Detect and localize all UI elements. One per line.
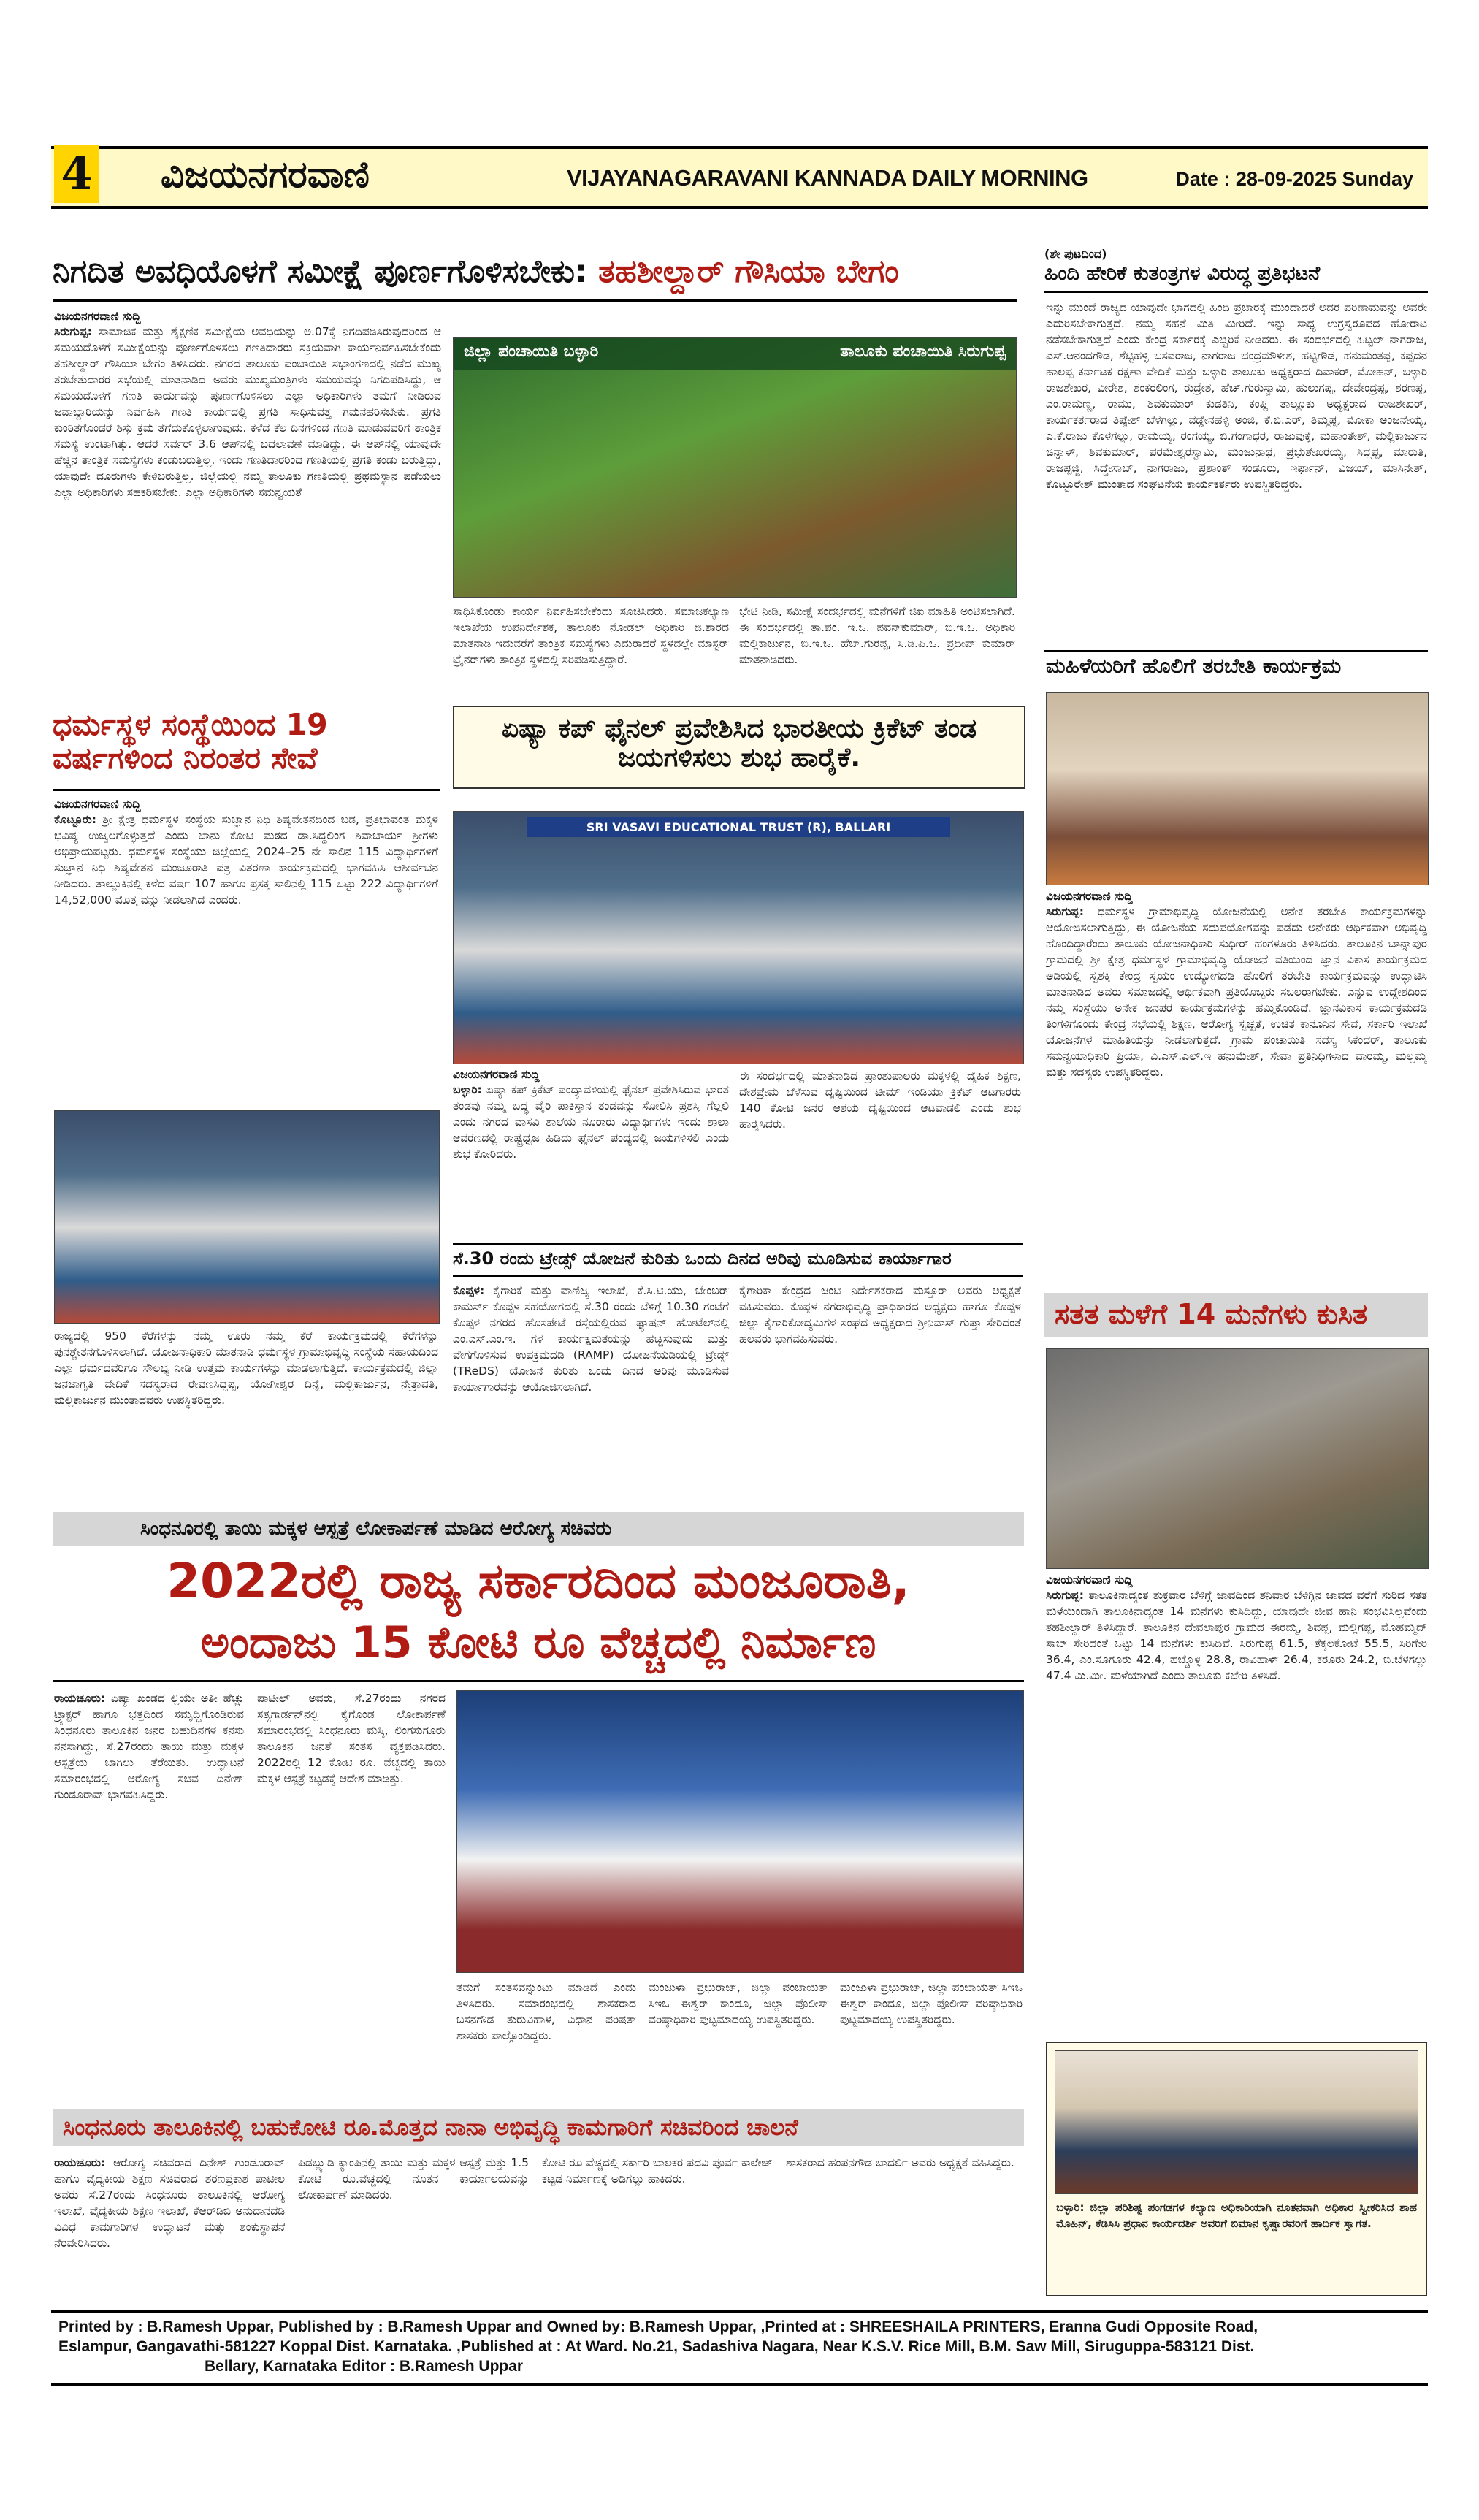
story4-headline: ಸತತ ಮಳೆಗೆ 14 ಮನೆಗಳು ಕುಸಿತ bbox=[1055, 1298, 1368, 1330]
story5-headline: ಧರ್ಮಸ್ಥಳ ಸಂಸ್ಥೆಯಿಂದ 19 ವರ್ಷಗಳಿಂದ ನಿರಂತರ ಸೇವೆ bbox=[53, 707, 328, 776]
story1-col2: ಸಾಧಿಸಿಕೊಂಡು ಕಾರ್ಯ ನಿರ್ವಹಿಸಬೇಕೆಂದು ಸೂಚಿಸಿದರು. ಸಮಾಜಕಲ್ಯಾಣ ಇಲಾಖೆಯ ಉಪನಿರ್ದೇಶಕ, ತಾಲೂಕು ನೋಡಲ್ ಅಧಿಕಾರಿ ಜಿ.ಶಾರದ ಮಾತನಾಡಿ ಇದುವರೆಗೆ ತಾಂತ್ರಿಕ ಸಮಸ್ಯೆಗಳು ಎದುರಾದರೆ ಸ್ಥಳದಲ್ಲೇ ಮಾಸ್ಟರ್ ಟ್ರೈನರ್‌ಗಳು ತಾಂತ್ರಿಕ ಸ್ಥಳದಲ್ಲಿ ಸರಿಪಡಿಸುತ್ತಿದ್ದಾರೆ. bbox=[453, 605, 729, 666]
story5-byline: ವಿಜಯನಗರವಾಣಿ ಸುದ್ದಿ bbox=[54, 798, 141, 811]
story5-photo bbox=[54, 1110, 440, 1324]
story5-rule bbox=[53, 789, 440, 791]
story4-box-caption: ಬಳ್ಳಾರಿ: ಜಿಲ್ಲಾ ಪರಿಶಿಷ್ಟ ಪಂಗಡಗಳ ಕಲ್ಯಾಣ ಅಧಿಕಾರಿಯಾಗಿ ನೂತನವಾಗಿ ಅಧಿಕಾರ ಸ್ವೀಕರಿಸಿದ ಶಾಹ ಮೊಹಿನ್, ಕೆಡಿಸಿಸಿ ಪ್ರಧಾನ ಕಾರ್ಯದರ್ಶಿ ಅವರಿಗೆ ಬಿಮಾನ ಕೃಷ್ಣಾರವರಿಗೆ ಹಾರ್ದಿಕ ಸ್ವಾಗತ. bbox=[1056, 2201, 1417, 2230]
footer-rule-bottom bbox=[51, 2383, 1428, 2386]
story6-photo-sign: SRI VASAVI EDUCATIONAL TRUST (R), BALLARI bbox=[527, 817, 950, 837]
story6-text: ಏಷ್ಯಾ ಕಪ್ ಕ್ರಿಕೆಟ್ ಪಂದ್ಯಾವಳಿಯಲ್ಲಿ ಫೈನಲ್ ಪ್ರವೇಶಿಸಿರುವ ಭಾರತ ತಂಡವು ನಮ್ಮ ಬದ್ಧ ವೈರಿ ಪಾಕಿಸ್ತಾನ ತಂಡವನ್ನು ಸೋಲಿಸಿ ಪ್ರಶಸ್ತಿ ಗೆಲ್ಲಲಿ ಎಂದು ನಗರದ ವಾಸವಿ ಶಾಲೆಯ ನೂರಾರು ವಿದ್ಯಾರ್ಥಿಗಳು ಇಂದು ಶಾಲಾ ಆವರಣದಲ್ಲಿ ರಾಷ್ಟ್ರಧ್ವಜ ಹಿಡಿದು ಫೈನಲ್ ಪಂದ್ಯದಲ್ಲಿ ಜಯಗಳಿಸಲಿ ಎಂದು ಶುಭ ಕೋರಿದರು. bbox=[453, 1083, 729, 1161]
story9-headline: ಸಿಂಧನೂರು ತಾಲೂಕಿನಲ್ಲಿ ಬಹುಕೋಟಿ ರೂ.ಮೊತ್ತದ ನಾನಾ ಅಭಿವೃದ್ಧಿ ಕಾಮಗಾರಿಗೆ ಸಚಿವರಿಂದ ಚಾಲನೆ bbox=[63, 2115, 798, 2141]
story8-text: ಏಷ್ಯಾ ಖಂಡದ ಲ್ಲಿಯೇ ಅತೀ ಹೆಚ್ಚು ಟ್ರ್ಯಾಕ್ಟರ್ ಹಾಗೂ ಭತ್ತದಿಂದ ಸಮೃದ್ಧಿಗೊಂಡಿರುವ ಸಿಂಧನೂರು ತಾಲೂಕಿನ ಜನರ ಬಹುದಿನಗಳ ಕನಸು ನನಸಾಗಿದ್ದು, ಸೆ.27ರಂದು ತಾಯಿ ಮತ್ತು ಮಕ್ಕಳ ಆಸ್ಪತ್ರೆಯ ಬಾಗಿಲು ತೆರೆಯಿತು. ಉದ್ಘಾಟನೆ ಸಮಾರಂಭದಲ್ಲಿ ಆರೋಗ್ಯ ಸಚಿವ ದಿನೇಶ್ ಗುಂಡೂರಾವ್ ಭಾಗವಹಿಸಿದ್ದರು. bbox=[54, 1692, 244, 1801]
story8-kicker: ಸಿಂಧನೂರಲ್ಲಿ ತಾಯಿ ಮಕ್ಕಳ ಆಸ್ಪತ್ರೆ ಲೋಕಾರ್ಪಣೆ ಮಾಡಿದ ಆರೋಗ್ಯ ಸಚಿವರು bbox=[140, 1518, 612, 1540]
story6-headline-box bbox=[453, 706, 1025, 789]
story3-col bbox=[1046, 890, 1427, 1283]
story8-headline2: ಅಂದಾಜು 15 ಕೋಟಿ ರೂ ವೆಚ್ಚದಲ್ಲಿ ನಿರ್ಮಾಣ bbox=[200, 1617, 876, 1668]
story6-byline: ವಿಜಯನಗರವಾಣಿ ಸುದ್ದಿ bbox=[453, 1068, 540, 1081]
story8-col4: ಮಂಜುಳಾ ಪ್ರಭುರಾಜ್, ಜಿಲ್ಲಾ ಪಂಚಾಯತ್ ಸಿಇಒ ಈಶ್ವರ್ ಕಾಂದೂ, ಜಿಲ್ಲಾ ಪೊಲೀಸ್ ವರಿಷ್ಠಾಧಿಕಾರಿ ಪುಟ್ಟಮಾದಯ್ಯ ಉಪಸ್ಥಿತರಿದ್ದರು. bbox=[649, 1981, 828, 2026]
paper-name-english: VIJAYANAGARAVANI KANNADA DAILY MORNING bbox=[567, 165, 1088, 191]
story3-place: ಸಿರುಗುಪ್ಪ: bbox=[1046, 905, 1085, 918]
story8-col5: ಮಂಜುಳಾ ಪ್ರಭುರಾಜ್, ಜಿಲ್ಲಾ ಪಂಚಾಯತ್ ಸಿಇಒ ಈಶ್ವರ್ ಕಾಂದೂ, ಜಿಲ್ಲಾ ಪೊಲೀಸ್ ವರಿಷ್ಠಾಧಿಕಾರಿ ಪುಟ್ಟಮಾದಯ್ಯ ಉಪಸ್ಥಿತರಿದ್ದರು. bbox=[840, 1981, 1023, 2026]
story6-photo bbox=[453, 811, 1024, 1064]
story8-kicker-bar bbox=[53, 1512, 1024, 1546]
story4-box-photo bbox=[1055, 2050, 1418, 2194]
story4-text: ತಾಲೂಕಿನಾದ್ಯಂತ ಶುಕ್ರವಾರ ಬೆಳಿಗ್ಗೆ ಜಾವದಿಂದ ಶನಿವಾರ ಬೆಳಿಗ್ಗಿನ ಜಾವದ ವರೆಗೆ ಸುರಿದ ಸತತ ಮಳೆಯಿಂದಾಗಿ ತಾಲೂಕಿನಾದ್ಯಂತ 14 ಮನೆಗಳು ಕುಸಿದಿದ್ದು, ಯಾವುದೇ ಜೀವ ಹಾನಿ ಸಂಭವಿಸಿಲ್ಲವೆಂದು ತಹಶೀಲ್ದಾರ್ ತಿಳಿಸಿದ್ದಾರೆ. ತಾಲೂಕಿನ ದೇವಲಾಪುರ ಗ್ರಾಮದ ಈರಮ್ಮ, ಶಿವಪ್ಪ, ಮಲ್ಲಿಗಪ್ಪ, ಮೊಹಮ್ಮದ್ ಸಾಬ್ ಸೇರಿದಂತೆ ಒಟ್ಟು 14 ಮನೆಗಳು ಕುಸಿದಿವೆ. ಸಿರುಗುಪ್ಪ 61.5, ತೆಕ್ಕಲಕೋಟೆ 55.5, ಸಿರಿಗೇರಿ 36.4, ಎಂ.ಸೂಗೂರು 42.4, ಹಚ್ಚೊಳ್ಳಿ 28.8, ರಾವಿಹಾಳ್ 26.4, ಕರೂರು 24.2, ಬಿ.ಬೆಳಗಲ್ಲು 47.4 ಮಿ.ಮೀ. ಮಳೆಯಾಗಿದೆ ಎಂದು ತಾಲೂಕು ಕಚೇರಿ ತಿಳಿಸಿದೆ. bbox=[1046, 1589, 1427, 1682]
story5-place: ಕೊಟ್ಟೂರು: bbox=[54, 813, 96, 826]
story8-place: ರಾಯಚೂರು: bbox=[54, 1692, 106, 1705]
story4-headline-bar bbox=[1044, 1293, 1428, 1337]
page-number: 4 bbox=[54, 145, 99, 203]
story1-rule bbox=[53, 299, 1017, 302]
story6-col2: ಈ ಸಂದರ್ಭದಲ್ಲಿ ಮಾತನಾಡಿದ ಪ್ರಾಂಶುಪಾಲರು ಮಕ್ಕಳಲ್ಲಿ ದೈಹಿಕ ಶಿಕ್ಷಣ, ದೇಶಪ್ರೇಮ ಬೆಳೆಸುವ ದೃಷ್ಟಿಯಿಂದ ಟೀಮ್ ಇಂಡಿಯಾ ಕ್ರಿಕೆಟ್ ಆಟಗಾರರು 140 ಕೋಟಿ ಜನರ ಆಶಯ ದೃಷ್ಟಿಯಿಂದ ಆಟವಾಡಲಿ ಎಂದು ಶುಭ ಹಾರೈಸಿದರು. bbox=[739, 1069, 1021, 1131]
story8-col3: ತಮಗೆ ಸಂತಸವನ್ನುಂಟು ಮಾಡಿದೆ ಎಂದು ತಿಳಿಸಿದರು. ಸಮಾರಂಭದಲ್ಲಿ ಶಾಸಕರಾದ ಬಸನಗೌಡ ತುರುವಿಹಾಳ, ವಿಧಾನ ಪರಿಷತ್ ಶಾಸಕರು ಪಾಲ್ಗೊಂಡಿದ್ದರು. bbox=[456, 1981, 636, 2042]
story1-col3: ಭೇಟಿ ನೀಡಿ, ಸಮೀಕ್ಷೆ ಸಂದರ್ಭದಲ್ಲಿ ಮನೆಗಳಿಗೆ ಜಿಐ ಮಾಹಿತಿ ಅಂಟಿಸಲಾಗಿದೆ. ಈ ಸಂದರ್ಭದಲ್ಲಿ ತಾ.ಪಂ. ಇ.ಒ. ಪವನ್‌ಕುಮಾರ್, ಬಿ.ಇ.ಒ. ಅಧಿಕಾರಿ ಮಲ್ಲಿಕಾರ್ಜುನ, ಬಿ.ಇ.ಒ. ಹೆಚ್.ಗುರಪ್ಪ, ಸಿ.ಡಿ.ಪಿ.ಒ. ಪ್ರದೀಪ್ ಕುಮಾರ್ ಮಾತನಾಡಿದರು. bbox=[739, 605, 1015, 666]
story4-place: ಸಿರುಗುಪ್ಪ: bbox=[1046, 1589, 1085, 1602]
story8-rule bbox=[53, 1680, 1024, 1682]
story7-text: ಕೈಗಾರಿಕೆ ಮತ್ತು ವಾಣಿಜ್ಯ ಇಲಾಖೆ, ಕೆ.ಸಿ.ಟಿ.ಯು, ಚೇಂಬರ್ ಕಾಮರ್ಸ್ ಕೊಪ್ಪಳ ಸಹಯೋಗದಲ್ಲಿ ಸೆ.30 ರಂದು ಬೆಳಿಗ್ಗೆ 10.30 ಗಂಟೆಗೆ ಕೊಪ್ಪಳ ನಗರದ ಹೊಸಪೇಟೆ ರಸ್ತೆಯಲ್ಲಿರುವ ಫ್ಯಾಷನ್ ಹೋಟೆಲ್‌ನಲ್ಲಿ ಎಂ.ಎಸ್.ಎಂ.ಇ. ಗಳ ಕಾರ್ಯಕ್ಷಮತೆಯನ್ನು ಹೆಚ್ಚಿಸುವುದು ಮತ್ತು ವೇಗಗೊಳಿಸುವ ಉಪಕ್ರಮದಡಿ (RAMP) ಯೋಜನೆಯಡಿಯಲ್ಲಿ ಟ್ರೇಡ್ಸ್ (TReDS) ಯೋಜನೆ ಕುರಿತು ಒಂದು ದಿನದ ಅರಿವು ಮೂಡಿಸುವ ಕಾರ್ಯಾಗಾರವನ್ನು ಆಯೋಜಿಸಲಾಗಿದೆ. bbox=[453, 1284, 729, 1394]
story3-byline: ವಿಜಯನಗರವಾಣಿ ಸುದ್ದಿ bbox=[1046, 890, 1133, 903]
story7-rule-top bbox=[453, 1243, 1023, 1245]
story1-headline: ನಿಗದಿತ ಅವಧಿಯೊಳಗೆ ಸಮೀಕ್ಷೆ ಪೂರ್ಣಗೊಳಿಸಬೇಕು: ತಹಶೀಲ್ದಾರ್ ಗೌಸಿಯಾ ಬೇಗಂ bbox=[53, 253, 899, 290]
story6-place: ಬಳ್ಳಾರಿ: bbox=[453, 1083, 482, 1096]
story8-headline1: 2022ರಲ್ಲಿ ರಾಜ್ಯ ಸರ್ಕಾರದಿಂದ ಮಂಜೂರಾತಿ, bbox=[167, 1553, 910, 1609]
story2-rule bbox=[1044, 291, 1428, 293]
story1-col1 bbox=[54, 310, 441, 500]
story7-rule bbox=[453, 1275, 1023, 1277]
story5-col bbox=[54, 798, 438, 908]
story9-headline-bar bbox=[53, 2109, 1024, 2146]
paper-name: ವಿಜಯನಗರವಾಣಿ bbox=[161, 153, 370, 196]
story2-kicker: (ಶೇ ಪುಟದಿಂದ) bbox=[1044, 247, 1107, 261]
story3-text: ಧರ್ಮಸ್ಥಳ ಗ್ರಾಮಾಭಿವೃದ್ಧಿ ಯೋಜನೆಯಲ್ಲಿ ಅನೇಕ ತರಬೇತಿ ಕಾರ್ಯಕ್ರಮಗಳನ್ನು ಆಯೋಜಿಸಲಾಗುತ್ತಿದ್ದು, ಈ ಯೋಜನೆಯ ಸದುಪಯೋಗವನ್ನು ಪಡೆದು ಅನೇಕರು ಆರ್ಥಿಕವಾಗಿ ಅಭಿವೃದ್ಧಿ ಹೊಂದಿದ್ದಾರೆಂದು ತಾಲೂಕು ಯೋಜನಾಧಿಕಾರಿ ಸುಧೀರ್ ಹಂಗಳೂರು ತಿಳಿಸಿದರು. ತಾಲೂಕಿನ ಚಾನ್ನಾಪುರ ಗ್ರಾಮದಲ್ಲಿ ಶ್ರೀ ಕ್ಷೇತ್ರ ಧರ್ಮಸ್ಥಳ ಗ್ರಾಮಾಭಿವೃದ್ಧಿ ಯೋಜನೆ ವತಿಯಿಂದ ಜ್ಞಾನ ವಿಕಾಸ ಕಾರ್ಯಕ್ರಮದ ಅಡಿಯಲ್ಲಿ ಸ್ವಶಕ್ತಿ ಕೇಂದ್ರ ಸ್ವಯಂ ಉದ್ಯೋಗದಡಿ ಹೊಲಿಗೆ ತರಬೇತಿ ಕಾರ್ಯಕ್ರಮವನ್ನು ಉದ್ಘಾಟಿಸಿ ಮಾತನಾಡಿದ ಅವರು ಸಮಾಜದಲ್ಲಿ ಆರ್ಥಿಕವಾಗಿ ಪ್ರತಿಯೊಬ್ಬರು ಸಬಲರಾಗಬೇಕು. ಎನ್ನುವ ಉದ್ದೇಶದಿಂದ ನಮ್ಮ ಸಂಸ್ಥೆಯು ಅನೇಕ ಜನಪರ ಕಾರ್ಯಕ್ರಮಗಳನ್ನು ಹಮ್ಮಿಕೊಂಡಿದೆ. ಜ್ಞಾನವಿಕಾಸ ಕಾರ್ಯಕ್ರಮದಡಿ ತಿಂಗಳಿಗೊಂದು ಕೇಂದ್ರ ಸಭೆಯಲ್ಲಿ ಶಿಕ್ಷಣ, ಆರೋಗ್ಯ ಸ್ವಚ್ಛತೆ, ಉಚಿತ ಕಾನೂನಿನ ಸೇವೆ, ಸರ್ಕಾರಿ ಇಲಾಖೆ ಯೋಜನೆಗಳ ಮಾಹಿತಿಯನ್ನು ನೀಡಲಾಗುತ್ತದೆ. ಗ್ರಾಮ ಪಂಚಾಯಿತಿ ಸದಸ್ಯ ಸಿಕಂದರ್, ತಾಲೂಕು ಸಮನ್ವಯಾಧಿಕಾರಿ ಪ್ರಿಯಾ, ವಿ.ಎಸ್.ಎಲ್.ಇ ಹನುಮೇಶ್, ಸೇವಾ ಪ್ರತಿನಿಧಿಗಳಾದ ವಾರಮ್ಮ, ಮಲ್ಲಮ್ಮ ಮತ್ತು ಸದಸ್ಯರು ಉಪಸ್ಥಿತರಿದ್ದರು. bbox=[1046, 905, 1427, 1079]
story3-rule bbox=[1044, 650, 1428, 652]
story5-after-photo: ರಾಜ್ಯದಲ್ಲಿ 950 ಕೆರೆಗಳನ್ನು ನಮ್ಮ ಊರು ನಮ್ಮ ಕೆರೆ ಕಾರ್ಯಕ್ರಮದಲ್ಲಿ ಕೆರೆಗಳನ್ನು ಪುನಶ್ಚೇತನಗೊಳಿಸಲಾಗಿದೆ. ಯೋಜನಾಧಿಕಾರಿ ಮಾತನಾಡಿ ಧರ್ಮಸ್ಥಳ ಗ್ರಾಮಾಭಿವೃದ್ಧಿ ಸಂಸ್ಥೆಯ ಸಹಾಯದಿಂದ ಎಲ್ಲಾ ಧರ್ಮದವರಿಗೂ ಸೌಲಭ್ಯ ನೀಡಿ ಉತ್ತಮ ಕಾರ್ಯಗಳನ್ನು ಮಾಡಲಾಗುತ್ತಿದೆ. ಕಾರ್ಯಕ್ರಮದಲ್ಲಿ ಜಿಲ್ಲಾ ಜನಜಾಗೃತಿ ವೇದಿಕೆ ಸದಸ್ಯರಾದ ರೇವಣಸಿದ್ದಪ್ಪ, ಯೋಗೀಶ್ವರ ದಿನ್ನೆ, ಮಲ್ಲಿಕಾರ್ಜುನ, ನೇತ್ರಾವತಿ, ಮಲ್ಲಿಕಾರ್ಜುನ ಮುಂತಾದವರು ಉಪಸ್ಥಿತರಿದ್ದರು. bbox=[54, 1329, 438, 1407]
story8-photo bbox=[456, 1690, 1024, 1973]
story9-text: ಆರೋಗ್ಯ ಸಚಿವರಾದ ದಿನೇಶ್ ಗುಂಡೂರಾವ್ ಹಾಗೂ ವೈದ್ಯಕೀಯ ಶಿಕ್ಷಣ ಸಚಿವರಾದ ಶರಣಪ್ರಕಾಶ ಪಾಟೀಲ ಅವರು ಸೆ.27ರಂದು ಸಿಂಧನೂರು ತಾಲೂಕಿನಲ್ಲಿ ಆರೋಗ್ಯ ಇಲಾಖೆ, ವೈದ್ಯಕೀಯ ಶಿಕ್ಷಣ ಇಲಾಖೆ, ಕೆಆರ್‌ಡಿಬಿ ಅನುದಾನದಡಿ ವಿವಿಧ ಕಾಮಗಾರಿಗಳ ಉದ್ಘಾಟನೆ ಮತ್ತು ಶಂಕುಸ್ಥಾಪನೆ ನೆರವೇರಿಸಿದರು. bbox=[54, 2156, 285, 2250]
imprint-line1: Printed by : B.Ramesh Uppar, Published by : B.Ramesh Uppar and Owned by: B.Ramesh Uppar, ,Printed at : SHREESHAILA PRINTERS, Eranna Gudi Opposite Road, bbox=[58, 2318, 1258, 2335]
masthead bbox=[51, 146, 1428, 209]
story7-headline: ಸೆ.30 ರಂದು ಟ್ರೇಡ್ಸ್ ಯೋಜನೆ ಕುರಿತು ಒಂದು ದಿನದ ಅರಿವು ಮೂಡಿಸುವ ಕಾರ್ಯಾಗಾರ bbox=[453, 1248, 952, 1269]
story3-photo bbox=[1046, 692, 1429, 885]
imprint-line3: Bellary, Karnataka Editor : B.Ramesh Uppar bbox=[205, 2358, 524, 2375]
imprint-line2: Eslampur, Gangavathi-581227 Koppal Dist. Karnataka. ,Published at : At Ward. No.21, Sadashiva Nagara, Near K.S.V. Rice Mill, B.M. Saw Mill, Siruguppa-583121 Dist. bbox=[58, 2338, 1255, 2355]
story5-text: ಶ್ರೀ ಕ್ಷೇತ್ರ ಧರ್ಮಸ್ಥಳ ಸಂಸ್ಥೆಯ ಸುಜ್ಞಾನ ನಿಧಿ ಶಿಷ್ಯವೇತನದಿಂದ ಬಡ, ಪ್ರತಿಭಾವಂತ ಮಕ್ಕಳ ಭವಿಷ್ಯ ಉಜ್ವಲಗೊಳ್ಳುತ್ತದೆ ಎಂದು ಚಾನು ಕೋಟಿ ಮಠದ ಡಾ.ಸಿದ್ಧಲಿಂಗ ಶಿವಾಚಾರ್ಯ ಶ್ರೀಗಳು ಅಭಿಪ್ರಾಯಪಟ್ಟರು. ಧರ್ಮಸ್ಥಳ ಸಂಸ್ಥೆಯು ಜಿಲ್ಲೆಯಲ್ಲಿ 2024–25 ನೇ ಸಾಲಿನ 115 ವಿದ್ಯಾರ್ಥಿಗಳಿಗೆ ಸುಜ್ಞಾನ ನಿಧಿ ಶಿಷ್ಯವೇತನ ಮಂಜೂರಾತಿ ಪತ್ರ ವಿತರಣಾ ಕಾರ್ಯಕ್ರಮದಲ್ಲಿ ಭಾಗವಹಿಸಿ ಆಶೀರ್ವಚನ ನೀಡಿದರು. ತಾಲ್ಲೂಕಿನಲ್ಲಿ ಕಳೆದ ವರ್ಷ 107 ಹಾಗೂ ಪ್ರಸಕ್ತ ಸಾಲಿನಲ್ಲಿ 115 ಒಟ್ಟು 222 ವಿದ್ಯಾರ್ಥಿಗಳಿಗೆ 14,52,000 ಮೊತ್ತ ವನ್ನು ನೀಡಲಾಗಿದೆ ಎಂದರು. bbox=[54, 813, 438, 906]
story7-col1 bbox=[453, 1283, 729, 1502]
footer-rule-top bbox=[51, 2310, 1428, 2313]
story7-col2: ಕೈಗಾರಿಕಾ ಕೇಂದ್ರದ ಜಂಟಿ ನಿರ್ದೇಶಕರಾದ ಮಸ್ತೂರ್ ಅವರು ಅಧ್ಯಕ್ಷತೆ ವಹಿಸುವರು. ಕೊಪ್ಪಳ ನಗರಾಭಿವೃದ್ಧಿ ಪ್ರಾಧಿಕಾರದ ಅಧ್ಯಕ್ಷರು ಹಾಗೂ ಕೊಪ್ಪಳ ಜಿಲ್ಲಾ ಕೈಗಾರಿಕೋದ್ಯಮಿಗಳ ಸಂಘದ ಅಧ್ಯಕ್ಷರಾದ ಶ್ರೀನಿವಾಸ್ ಗುಪ್ತಾ ಸೇರಿದಂತೆ ಹಲವರು ಭಾಗವಹಿಸುವರು. bbox=[739, 1284, 1021, 1345]
story1-headline-name: ತಹಶೀಲ್ದಾರ್ ಗೌಸಿಯಾ ಬೇಗಂ bbox=[598, 253, 899, 290]
story6-col1 bbox=[453, 1068, 729, 1235]
story4-photo bbox=[1046, 1348, 1429, 1569]
story1-photo bbox=[453, 337, 1017, 598]
story1-byline: ವಿಜಯನಗರವಾಣಿ ಸುದ್ದಿ bbox=[54, 310, 141, 323]
issue-date: Date : 28-09-2025 Sunday bbox=[1175, 168, 1413, 190]
story1-text: ಸಾಮಾಜಿಕ ಮತ್ತು ಶೈಕ್ಷಣಿಕ ಸಮೀಕ್ಷೆಯ ಅವಧಿಯನ್ನು ಅ.07ಕ್ಕೆ ನಿಗದಿಪಡಿಸಿರುವುದರಿಂದ ಆ ಸಮಯದೊಳಗೆ ಸಮೀಕ್ಷೆಯನ್ನು ಪೂರ್ಣಗೊಳಿಸಲು ಗಣತಿದಾರರು ಸಕ್ರಿಯವಾಗಿ ಕಾರ್ಯನಿರ್ವಹಿಸಬೇಕೆಂದು ತಹಶೀಲ್ದಾರ್ ಗೌಸಿಯಾ ಬೇಗಂ ತಿಳಿಸಿದರು. ನಗರದ ತಾಲೂಕು ಪಂಚಾಯಿತಿ ಸಭಾಂಗಣದಲ್ಲಿ ನಡೆದ ಮುಖ್ಯ ತರಬೇತುದಾರರ ಸಭೆಯಲ್ಲಿ ಮಾತನಾಡಿದ ಅವರು ಮುಖ್ಯಮಂತ್ರಿಗಳು ಸಮಯವನ್ನು ನಿಗದಿಪಡಿಸಿದ್ದು, ಆ ಸಮಯದೊಳಗೆ ಗಣತಿ ಕಾರ್ಯವನ್ನು ಪೂರ್ಣಗೊಳಿಸಲು ಎಲ್ಲಾ ಅಧಿಕಾರಿಗಳು ತಮಗೆ ನೀಡಿರುವ ಜವಾಬ್ದಾರಿಯನ್ನು ನಿರ್ವಹಿಸಿ ಗಣತಿ ಕಾರ್ಯದಲ್ಲಿ ಪ್ರಗತಿ ಸಾಧಿಸುವತ್ತ ಗಮನಹರಿಸಬೇಕು. ಪ್ರಗತಿ ಕುಂಠಿತಗೊಂಡರೆ ಶಿಸ್ತು ಕ್ರಮ ತೆಗೆದುಕೊಳ್ಳಲಾಗುವುದು. ಕಳೆದ ಕೆಲ ದಿನಗಳಿಂದ ಗಣತಿ ಮಾಡುವವರಿಗೆ ತಾಂತ್ರಿಕ ಸಮಸ್ಯೆ ಉಂಟಾಗಿತ್ತು. ಆದರೆ ಸರ್ವರ್ 3.6 ಆಪ್‌ನಲ್ಲಿ ಬದಲಾವಣೆ ಮಾಡಿದ್ದು, ಈ ಆಪ್‌ನಲ್ಲಿ ಯಾವುದೇ ಹೆಚ್ಚಿನ ತಾಂತ್ರಿಕ ಸಮಸ್ಯೆಗಳು ಕಂಡುಬರುತ್ತಿಲ್ಲ. ಇಂದು ಗಣತಿದಾರರಿಂದ ಗಣತಿಯಲ್ಲಿ ಪ್ರಗತಿ ಕಂಡು ಬರುತ್ತಿದ್ದು, ಯಾವುದೇ ದೂರುಗಳು ಕೇಳಿಬರುತ್ತಿಲ್ಲ. ಜಿಲ್ಲೆಯಲ್ಲಿ ನಮ್ಮ ತಾಲೂಕು ಗಣತಿಯಲ್ಲಿ ಪ್ರಥಮಸ್ಥಾನ ಪಡೆಯಲು ಎಲ್ಲಾ ಅಧಿಕಾರಿಗಳು ಸಹಕರಿಸಬೇಕು. ಎಲ್ಲಾ ಅಧಿಕಾರಿಗಳು ಸಮನ್ವಯತೆ bbox=[54, 325, 441, 499]
story9-col2: ಪಿಡಬ್ಲ್ಯುಡಿ ಕ್ಯಾಂಪಿನಲ್ಲಿ ತಾಯಿ ಮತ್ತು ಮಕ್ಕಳ ಆಸ್ಪತ್ರೆ ಮತ್ತು 1.5 ಕೋಟಿ ರೂ.ವೆಚ್ಚದಲ್ಲಿ ನೂತನ ಕಾರ್ಯಾಲಯವನ್ನು ಲೋಕಾರ್ಪಣೆ ಮಾಡಿದರು. bbox=[298, 2156, 529, 2202]
story9-col3: ಕೋಟಿ ರೂ ವೆಚ್ಚದಲ್ಲಿ ಸರ್ಕಾರಿ ಬಾಲಕರ ಪದವಿ ಪೂರ್ವ ಕಾಲೇಜ್ ಕಟ್ಟಡ ನಿರ್ಮಾಣಕ್ಕೆ ಅಡಿಗಲ್ಲು ಹಾಕಿದರು. bbox=[542, 2156, 773, 2185]
story8-col1 bbox=[54, 1690, 244, 2099]
story3-headline: ಮಹಿಳೆಯರಿಗೆ ಹೊಲಿಗೆ ತರಬೇತಿ ಕಾರ್ಯಕ್ರಮ bbox=[1046, 654, 1342, 678]
story2-headline: ಹಿಂದಿ ಹೇರಿಕೆ ಕುತಂತ್ರಗಳ ವಿರುದ್ಧ ಪ್ರತಿಭಟನೆ bbox=[1044, 262, 1321, 285]
story4-col bbox=[1046, 1573, 1427, 1996]
story9-place: ರಾಯಚೂರು: bbox=[54, 2156, 106, 2169]
story4-box bbox=[1046, 2042, 1427, 2296]
story1-photo-banner: ಜಿಲ್ಲಾ ಪಂಚಾಯಿತಿ ಬಳ್ಳಾರಿ ತಾಲೂಕು ಪಂಚಾಯಿತಿ ಸಿರುಗುಪ್ಪ bbox=[454, 338, 1016, 370]
story2-text: ಇನ್ನು ಮುಂದೆ ರಾಜ್ಯದ ಯಾವುದೇ ಭಾಗದಲ್ಲಿ ಹಿಂದಿ ಪ್ರಚಾರಕ್ಕೆ ಮುಂದಾದರೆ ಅದರ ಪರಿಣಾಮವನ್ನು ಅವರೇ ಎದುರಿಸಬೇಕಾಗುತ್ತದೆ. ನಮ್ಮ ಸಹನೆ ಮಿತಿ ಮೀರಿದೆ. ಇನ್ನು ಸಾಧ್ಯ ಉಗ್ರಸ್ವರೂಪದ ಹೋರಾಟ ನಡೆಸಬೇಕಾಗುತ್ತದೆ ಎಂದು ಕೇಂದ್ರ ಸರ್ಕಾರಕ್ಕೆ ಎಚ್ಚರಿಕೆ ನೀಡಿದರು. ಈ ಸಂದರ್ಭದಲ್ಲಿ ಹಿಟ್ಟಲ್ ನಾಗರಾಜ, ಎಸ್.ಆನಂದಗೌಡ, ಶೆಟ್ಟಿಹಳ್ಳಿ ಬಸವರಾಜ, ನಾಗರಾಜ ಚಂದ್ರಮೌಳೀಶ, ಹಟ್ಟಿಗೌಡ, ಹನುಮಂತಪ್ಪ, ಕಪ್ಪದನ ಹಾಲಪ್ಪ ಕರ್ನಾಟಕ ರಕ್ಷಣಾ ವೇದಿಕೆ ಮತ್ತು ಬಳ್ಳಾರಿ ತಾಲೂಕು ಅಧ್ಯಕ್ಷರಾದ ದಿವಾಕರ್, ಮೋಹನ್, ಬಳ್ಳಾರಿ ರಾಜಶೇಖರ, ವೀರೇಶ, ಶಂಕರಲಿಂಗ, ರುದ್ರೇಶ, ಹೆಚ್.ಗುರುಸ್ವಾಮಿ, ಹುಲುಗಪ್ಪ, ದೇವೇಂದ್ರಪ್ಪ, ಶರಣಪ್ಪ, ಎಂ.ರಾಮಣ್ಣ, ರಾಮು, ಶಿವಕುಮಾರ್ ಕುಡತಿನಿ, ಕಂಪ್ಲಿ ತಾಲ್ಲೂಕು ಅಧ್ಯಕ್ಷರಾದ ರಾಜಶೇಖರ್, ಕಾರ್ಯಕರ್ತರಾದ ತಿಪ್ಪೇಶ್ ಬೆಳಗಲ್ಲು, ವಡ್ಡೇನಹಳ್ಳಿ ಅಂಜಿ, ಕೆ.ಬಿ.ಎರ್, ತಿಮ್ಮಪ್ಪ, ಮೋಕಾ ಅಂಜನೇಯ್ಯ, ಎ.ಕೆ.ರಾಜು ಕೊಳಗಲ್ಲು, ರಾಮಯ್ಯ, ರಂಗಯ್ಯ, ಬಿ.ಗಂಗಾಧರ, ರಾಜುವುಕ್ಕೆ, ಮಹಾಂತೇಶ್, ಮಲ್ಲಿಕಾರ್ಜುನ ಚಿನ್ನಾಳ್, ಶಿವಕುಮಾರ್, ಪರಮೇಶ್ವರಸ್ವಾಮಿ, ಮಂಜುನಾಥ, ಪ್ರಭುಶೇಖರಯ್ಯ, ಸಿದ್ದಪ್ಪ, ಮಾರುತಿ, ರಾಜಪ್ಪಜ್ಜಿ, ಸಿದ್ದೇಸಾಬ್, ನಾಗರಾಜು, ಪ್ರಶಾಂತ್ ಸಂಡೂರು, ಇರ್ಫಾನ್, ವಿಜಯ್, ಮಾಸಿನೇಶ್, ಕೊಟ್ಟೂರೇಶ್ ಮುಂತಾದ ಸಂಘಟನೆಯ ಕಾರ್ಯಕರ್ತರು ಉಪಸ್ಥಿತರಿದ್ದರು. bbox=[1046, 301, 1427, 491]
story8-col2: ಪಾಟೀಲ್ ಅವರು, ಸೆ.27ರಂದು ನಗರದ ಸತ್ಯಗಾರ್ಡನ್‌ನಲ್ಲಿ ಕೈಗೊಂಡ ಲೋಕಾರ್ಪಣೆ ಸಮಾರಂಭದಲ್ಲಿ ಸಿಂಧನೂರು ಮಸ್ಕಿ, ಲಿಂಗಸುಗೂರು ತಾಲೂಕಿನ ಜನತೆ ಸಂತಸ ವ್ಯಕ್ತಪಡಿಸಿದರು. 2022ರಲ್ಲಿ 12 ಕೋಟಿ ರೂ. ವೆಚ್ಚದಲ್ಲಿ ತಾಯಿ ಮಕ್ಕಳ ಆಸ್ಪತ್ರೆ ಕಟ್ಟಡಕ್ಕೆ ಆದೇಶ ಮಾಡಿತ್ತು. bbox=[257, 1692, 446, 1785]
story7-place: ಕೊಪ್ಪಳ: bbox=[453, 1284, 485, 1297]
story4-byline: ವಿಜಯನಗರವಾಣಿ ಸುದ್ದಿ bbox=[1046, 1573, 1133, 1587]
imprint bbox=[58, 2317, 1424, 2376]
story9-col4: ಶಾಸಕರಾದ ಹಂಪನಗೌಡ ಬಾದರ್ಲಿ ಅವರು ಅಧ್ಯಕ್ಷತೆ ವಹಿಸಿದ್ದರು. bbox=[786, 2156, 1014, 2169]
story6-headline: ಏಷ್ಯಾ ಕಪ್ ಫೈನಲ್ ಪ್ರವೇಶಿಸಿದ ಭಾರತೀಯ ಕ್ರಿಕೆಟ್ ತಂಡ ಜಯಗಳಿಸಲು ಶುಭ ಹಾರೈಕೆ. bbox=[501, 714, 977, 774]
story1-place: ಸಿರುಗುಪ್ಪ: bbox=[54, 325, 93, 338]
story9-col1 bbox=[54, 2155, 285, 2301]
